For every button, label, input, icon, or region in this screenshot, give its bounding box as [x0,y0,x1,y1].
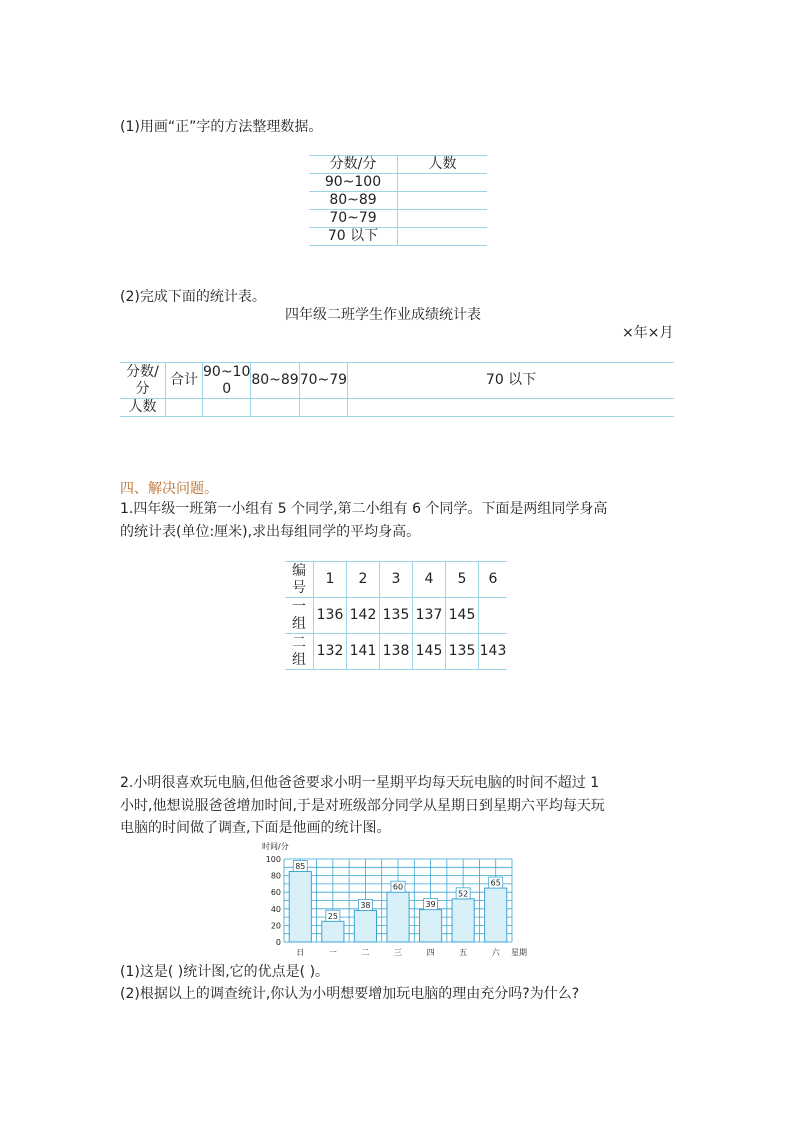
table-cell[interactable] [166,399,203,417]
height-table [285,561,507,670]
y-tick-label: 100 [265,855,281,864]
table-header: 分数/分 [309,156,398,174]
problem-2-line-2: 小时,他想说服爸爸增加时间,于是对班级部分同学从星期日到星期六平均每天玩 [120,798,605,814]
table-row-label: 二 组 [285,634,314,670]
table-cell[interactable] [251,399,299,417]
data-label: 65 [490,878,501,888]
chart-x-axis [296,947,500,957]
table-header: 5 [446,562,479,598]
table-row-label: 一 组 [285,598,314,634]
stat-table-date: ×年×月 [622,325,674,341]
y-tick-label: 60 [270,888,281,898]
table-header: 4 [413,562,446,598]
table-cell[interactable] [398,192,488,210]
x-tick-label: 二 [361,948,370,957]
table-cell: 145 [446,598,479,634]
problem-1-line-2: 的统计表(单位:厘米),求出每组同学的平均身高。 [120,524,421,540]
table-cell: 138 [380,634,413,670]
x-tick-label: 一 [328,948,337,957]
table-header: 70~79 [299,363,347,399]
table-cell[interactable] [398,210,488,228]
data-label: 85 [295,861,306,871]
table-header: 80~89 [251,363,299,399]
tally-table [309,155,487,246]
table-cell: 135 [446,634,479,670]
x-tick-label: 日 [296,948,305,957]
chart-bar [354,910,376,942]
data-label: 60 [392,882,404,892]
table-cell[interactable] [299,399,347,417]
x-tick-label: 三 [394,948,402,957]
question-2-text: (2)完成下面的统计表。 [120,289,266,305]
chart-bar [289,871,311,942]
data-label: 39 [425,900,436,910]
data-label: 25 [327,911,338,921]
table-header: 分数/ 分 [120,363,166,399]
chart-y-axis [266,855,281,947]
y-tick-label: 20 [270,921,281,931]
table-cell[interactable] [398,174,488,192]
table-row-label: 人数 [120,399,166,417]
table-cell: 143 [479,634,508,670]
table-cell: 137 [413,598,446,634]
x-tick-label: 五 [459,948,468,957]
table-cell[interactable] [348,399,674,417]
table-cell: 90~100 [309,174,398,192]
chart-bar [387,892,409,942]
question-1-text: (1)用画“正”字的方法整理数据。 [120,119,323,135]
y-tick-label: 40 [270,904,281,914]
chart-bar [419,910,441,942]
y-tick-label: 0 [275,938,281,947]
table-header: 70 以下 [348,363,674,399]
problem-2-line-3: 电脑的时间做了调查,下面是他画的统计图。 [120,820,391,836]
section-heading: 四、解决问题。 [120,481,218,497]
x-tick-label: 六 [491,948,500,957]
sub-question-2: (2)根据以上的调查统计,你认为小明想要增加玩电脑的理由充分吗?为什么? [120,986,580,1002]
table-cell: 145 [413,634,446,670]
table-cell: 70~79 [309,210,398,228]
chart-xlabel: 星期 [511,948,527,957]
bar-chart [250,838,540,960]
chart-ylabel: 时间/分 [262,842,289,851]
chart-bar [485,888,507,942]
table-cell: 132 [314,634,347,670]
problem-1-line-1: 1.四年级一班第一小组有 5 个同学,第二小组有 6 个同学。下面是两组同学身高 [120,501,608,517]
table-header: 1 [314,562,347,598]
table-cell [479,598,508,634]
y-tick-label: 80 [270,871,281,881]
table-header: 编 号 [285,562,314,598]
table-header: 6 [479,562,508,598]
table-header: 合计 [166,363,203,399]
chart-bar [452,899,474,942]
score-stat-table [120,362,674,417]
table-header: 2 [347,562,380,598]
stat-table-title: 四年级二班学生作业成绩统计表 [285,307,481,323]
sub-question-1: (1)这是( )统计图,它的优点是( )。 [120,964,330,980]
chart-bar [322,921,344,942]
table-header: 3 [380,562,413,598]
table-cell: 141 [347,634,380,670]
table-cell[interactable] [398,228,488,246]
problem-2-line-1: 2.小明很喜欢玩电脑,但他爸爸要求小明一星期平均每天玩电脑的时间不超过 1 [120,775,600,791]
table-cell: 136 [314,598,347,634]
table-cell[interactable] [203,399,251,417]
table-header: 90~10 0 [203,363,251,397]
data-label: 38 [360,900,371,910]
table-header: 人数 [398,156,488,174]
x-tick-label: 四 [426,948,435,957]
table-cell: 142 [347,598,380,634]
table-cell: 80~89 [309,192,398,210]
data-label: 52 [458,889,469,899]
table-cell: 70 以下 [309,228,398,246]
table-cell: 135 [380,598,413,634]
